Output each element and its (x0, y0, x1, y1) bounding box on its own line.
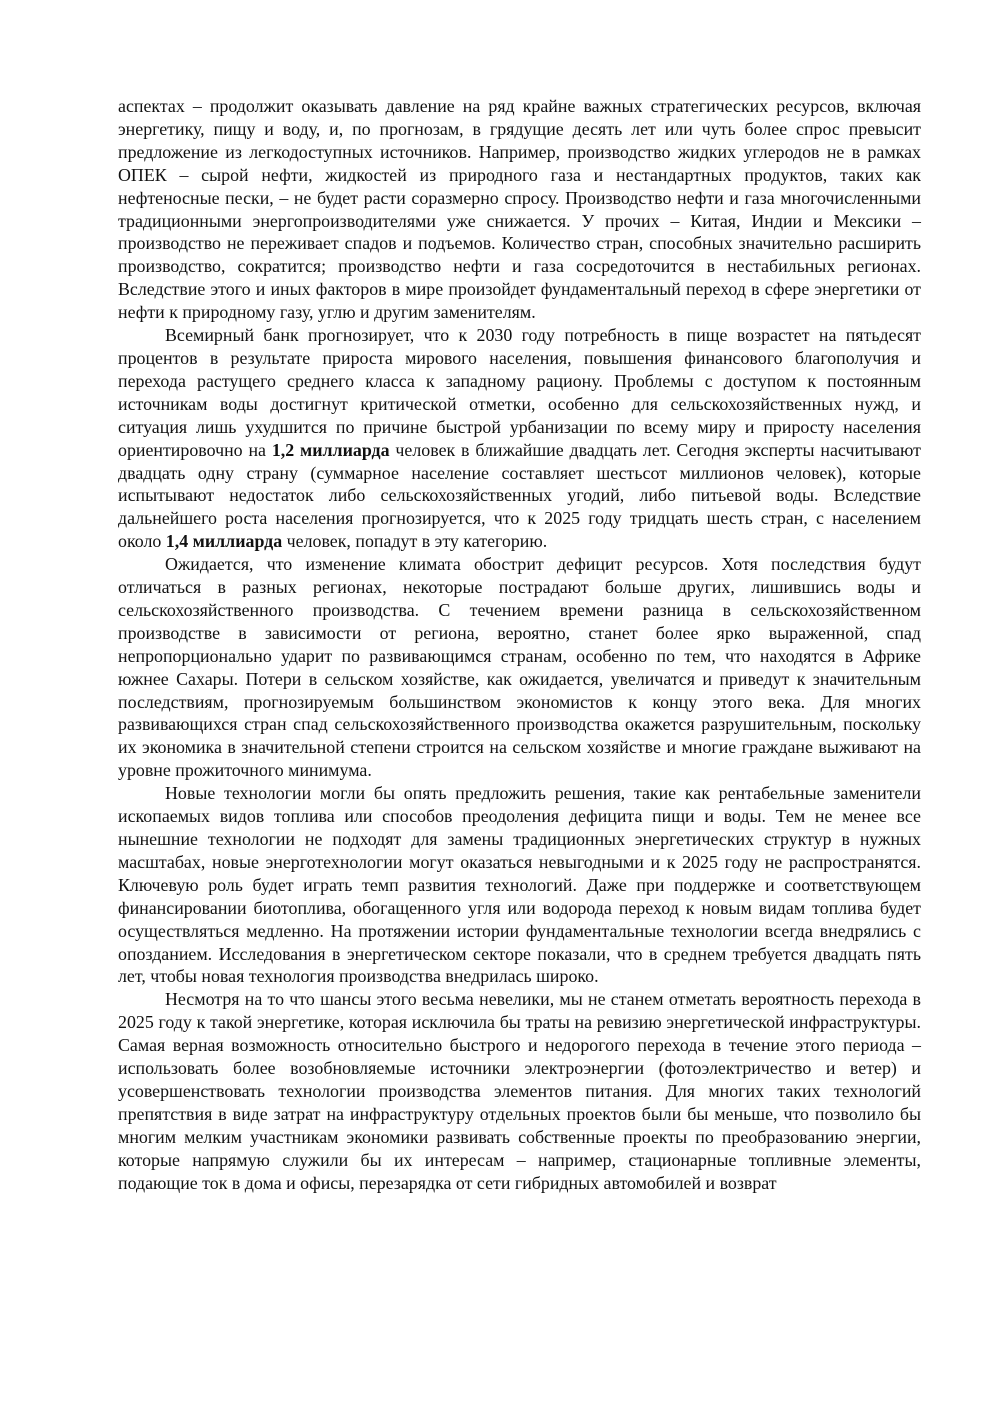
paragraph-5-text: Несмотря на то что шансы этого весьма невелики, мы не станем отметать вероятность перехода в 2025 году к такой энергетике, которая исключила бы траты на ревизию энергетической инфраструктуры. Самая верная возможность относительно быстрого и недорогого перехода в течение этого периода – использовать более возобновляемые источники электроэнергии (фотоэлектричество и ветер) и усовершенствовать технологии производства элементов питания. Для многих таких технологий препятствия в виде затрат на инфраструктуру отдельных проектов были бы меньше, что позволило бы многим мелким участникам экономики развивать собственные проекты по преобразованию энергии, которые напрямую служили бы их интересам – например, стационарные топливные элементы, подающие ток в дома и офисы, перезарядка от сети гибридных автомобилей и возврат (118, 989, 921, 1193)
paragraph-2-bold-figure-1: 1,2 миллиарда (271, 439, 390, 460)
paragraph-2-bold-figure-2: 1,4 миллиарда (165, 531, 283, 552)
paragraph-2-text-b: человек в ближайшие двадцать лет. Сегодня эксперты насчитывают двадцать одну страну (суммарное население составляет шестьсот миллионов человек), которые испытывают недостаток либо сельскохозяйственных угодий, либо питьевой воды. Вследствие дальнейшего роста населения прогнозируется, что к 2025 году тридцать шесть стран, с населением около (118, 439, 921, 552)
paragraph-5 (118, 988, 921, 1194)
paragraph-2-text-a: Всемирный банк прогнозирует, что к 2030 году потребность в пище возрастет на пятьдесят процентов в результате прироста мирового населения, повышения финансового благополучия и перехода растущего среднего класса к западному рациону. Проблемы с доступом к постоянным источникам воды достигнут критической отметки, особенно для сельскохозяйственных нужд, и ситуация лишь ухудшится по причине быстрой урбанизации по всему миру и приросту населения ориентировочно на (118, 325, 921, 460)
paragraph-1 (118, 95, 921, 324)
document-page (118, 95, 921, 1195)
paragraph-2 (118, 324, 921, 553)
paragraph-1-text: аспектах – продолжит оказывать давление на ряд крайне важных стратегических ресурсов, включая энергетику, пищу и воду, и, по прогнозам, в грядущие десять лет или чуть более спрос превысит предложение из легкодоступных источников. Например, производство жидких углеродов не в рамках ОПЕК – сырой нефти, жидкостей из природного газа и нестандартных продуктов, таких как нефтеносные пески, – не будет расти соразмерно спросу. Производство нефти и газа многочисленными традиционными энергопроизводителями уже снижается. У прочих – Китая, Индии и Мексики – производство не переживает спадов и подъемов. Количество стран, способных значительно расширить производство, сократится; производство нефти и газа сосредоточится в нестабильных регионах. Вследствие этого и иных факторов в мире произойдет фундаментальный переход в сфере энергетики от нефти к природному газу, углю и другим заменителям. (118, 96, 921, 323)
paragraph-4 (118, 782, 921, 988)
paragraph-4-text: Новые технологии могли бы опять предложить решения, такие как рентабельные заменители ископаемых видов топлива или способов преодоления дефицита пищи и воды. Тем не менее все нынешние технологии не подходят для замены традиционных энергетических структур в нужных масштабах, новые энерготехнологии могут оказаться невыгодными и к 2025 году не распространятся. Ключевую роль будет играть темп развития технологий. Даже при поддержке и соответствующем финансировании биотоплива, обогащенного угля или водорода переход к новым видам топлива будет осуществляться медленно. На протяжении истории фундаментальные технологии всегда внедрялись с опозданием. Исследования в энергетическом секторе показали, что в среднем требуется двадцать пять лет, чтобы новая технология производства внедрилась широко. (118, 783, 921, 987)
paragraph-3-text: Ожидается, что изменение климата обострит дефицит ресурсов. Хотя последствия будут отличаться в разных регионах, некоторые пострадают больше других, лишившись воды и сельскохозяйственного производства. С течением времени разница в сельскохозяйственном производстве в зависимости от региона, вероятно, станет более ярко выраженной, спад непропорционально ударит по развивающимся странам, особенно по тем, что находятся в Африке южнее Сахары. Потери в сельском хозяйстве, как ожидается, увеличатся и приведут к значительным последствиям, прогнозируемым большинством экономистов к концу этого века. Для многих развивающихся стран спад сельскохозяйственного производства окажется разрушительным, поскольку их экономика в значительной степени строится на сельском хозяйстве и многие граждане выживают на уровне прожиточного минимума. (118, 554, 921, 781)
paragraph-3 (118, 553, 921, 782)
paragraph-2-text-c: человек, попадут в эту категорию. (282, 531, 548, 552)
